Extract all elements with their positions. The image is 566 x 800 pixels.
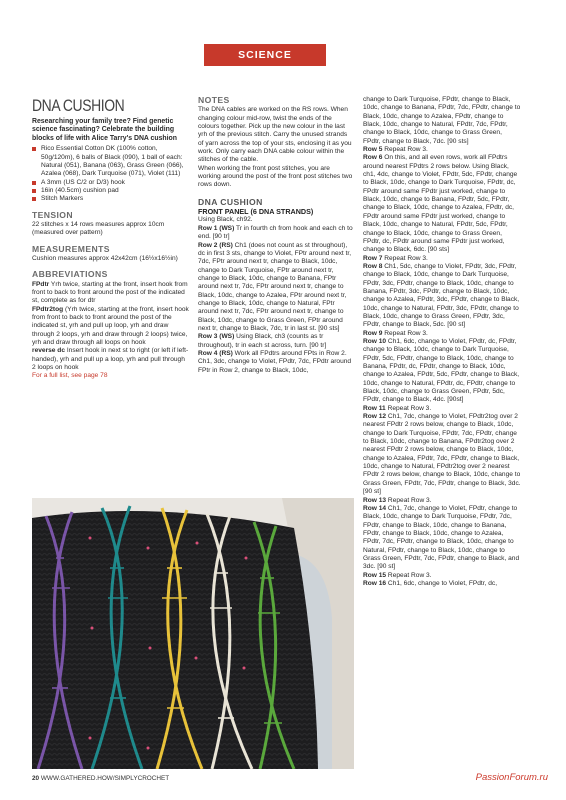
row-text: Repeat Row 3. — [386, 571, 432, 579]
abbreviations-heading: ABBREVIATIONS — [32, 269, 108, 280]
row-label: Row 9 — [363, 329, 383, 337]
pattern-row — [363, 263, 521, 330]
measurements-text: Cushion measures approx 42x42cm (16½x16½in) — [32, 255, 178, 262]
pattern-row — [198, 242, 354, 334]
row-label: Row 8 — [363, 262, 383, 270]
pattern-row — [198, 333, 354, 350]
pattern-row — [363, 505, 521, 572]
row-label: Row 10 — [363, 337, 387, 345]
row-label: Row 2 (RS) — [198, 241, 233, 249]
row-label: Row 4 (RS) — [198, 349, 233, 357]
pattern-title: DNA CUSHION — [32, 96, 125, 115]
pattern-row — [363, 405, 521, 413]
left-column — [32, 96, 189, 381]
front-panel-heading: FRONT PANEL (6 DNA STRANDS) — [198, 207, 314, 217]
row-text: Repeat Row 3. — [382, 254, 428, 262]
row-text: Repeat Row 3. — [382, 329, 428, 337]
intro-text: Researching your family tree? Find genetic science fascinating? Celebrate the building blocks of life with Alice Tarry's DNA cushion — [32, 118, 177, 142]
notes-paragraph: The DNA cables are worked on the RS rows. When changing colour mid-row, twist the ends of the colours together. Pick up the new colour in the last yrh of the previous stitch. Carry the unused strands of yarn across the top of your sts, enclosing it as you work. Only carry each DNA cable colour within the stitches of the cable. — [198, 106, 352, 164]
row-label: Row 16 — [363, 579, 387, 587]
notes-paragraph: When working the front post stitches, you are working around the post of the front post stitches two rows down. — [198, 164, 353, 189]
cushion-illustration — [32, 498, 354, 769]
row-label: Row 11 — [363, 404, 386, 412]
row-label: Row 6 — [363, 154, 383, 162]
row-text: Work all FPdtrs around FPts in Row 2. Ch1, 3dc, change to Violet, FPdtr, 7dc, FPdtr around FPtr in Row 2, change to Black, 10dc, — [198, 349, 352, 374]
row-text: Ch1, 5dc, change to Violet, FPdtr, 3dc, FPdtr, change to Black, 10dc, change to Dark Turquoise, FPdtr, 3dc, FPdtr, change to Black, 10dc, change to Banana, FPdtr, 3dc, FPdtr, change to Black, 10dc, change to Azalea, FPdtr, 3dc, FPdtr, change to Black, 10dc, change to Natural, FPdtr, 3dc, FPdtr, change to Black, 10dc, change to Grass Green, FPdtr, 3dc, FPdtr, change to Black, 5dc. [90 st] — [363, 262, 520, 329]
row-text: Repeat Row 3. — [385, 404, 432, 412]
abbreviation-text: Yrh twice, starting at the front, insert hook from front to back to front around the post of the indicated st, complete as for dtr — [32, 280, 188, 305]
tension-text: 22 stitches x 14 rows measures approx 10cm (measured over pattern) — [32, 220, 165, 237]
list-item: Rico Essential Cotton DK (100% cotton, 50g/120m), 6 balls of Black (090), 1 ball of each: Natural (051), Banana (063), Grass Green (066), Azalea (068), Dark Turquoise (071), Violet (111) — [32, 145, 189, 178]
dna-cushion-heading: DNA CUSHION — [198, 196, 263, 207]
row-text: Ch1, 6dc, change to Violet, FPdtr, dc, FPdtr, change to Black, 10dc, change to Dark Turquoise, FPdtr, 5dc, FPdtr, change to Black, 10dc, change to Banana, FPdtr, dc, FPdtr, change to Black, 10dc, change to Azalea, FPdtr, 5dc, FPdtr, change to Black, 10dc, change to Natural, FPdtr, dc, FPdtr, change to Black, 10dc, change to Grass Green, FPdtr, 5dc, FPdtr, change to Black, 4dc. [90st] — [363, 337, 520, 404]
row-label: Row 12 — [363, 413, 387, 421]
abbreviation-entry — [32, 281, 189, 306]
row-text: Ch1, 6dc, change to Violet, FPdtr, dc, — [386, 579, 498, 587]
list-item: A 3mm (US C/2 or D/3) hook — [32, 179, 189, 187]
row-text: On this, and all even rows, work all FPdtrs around nearest FPdtrs 2 rows below. Using Black, ch1, 4dc, change to Violet, FPdtr, 5dc, FPdtr, change to Black, 10dc, change to Dark Turquoise, FPdtr, dc, FPdtr around same FPdtr just worked, change to Black, 10dc, change to Banana, FPdtr, 5dc, FPdtr, change to Black, 10dc, change to Azalea, FPdtr, dc, FPdtr around same FPdtr just worked, change to Black, 10dc, change to Natural, FPdtr, 5dc, FPdtr, change to Black, 10dc, change to Grass Green, FPdtr, dc, FPdtr around same FPdtr just worked, change to Black, 6dc. [90 sts] — [363, 154, 518, 254]
page-number: 20 — [32, 775, 40, 782]
materials-list — [32, 145, 189, 203]
row-label: Row 13 — [363, 496, 387, 504]
row-text: Ch1 (does not count as st throughout), dc in first 3 sts, change to Violet, FPtr around next tr, 7dc, FPtr around next tr, change to Black, 10dc, change to Dark Turquoise, FPtr around next tr, change to Black, 10dc, change to Banana, FPtr around next tr, 7dc, FPtr around next tr, change to Black, 10dc, change to Azalea, FPtr around next tr, change to Black, 10dc, change to Natural, FPtr around next tr, 7dc, FPtr around next tr, change to Black, 10dc, change to Grass Green, FPtr around next tr, change to Black, 7dc, tr in last st. [90 sts] — [198, 241, 352, 332]
tension-heading: TENSION — [32, 209, 73, 220]
middle-column — [198, 96, 354, 375]
abbreviation-term: FPdtr2tog — [32, 305, 64, 313]
abbreviation-text: Insert hook in next st to right (or left if left-handed), yrh and pull up a loop, yrh and pull through 2 loops on hook — [32, 347, 189, 372]
abbreviation-term: FPdtr — [32, 280, 50, 288]
right-column — [363, 96, 521, 588]
using-text: Using Black, ch92. — [198, 216, 253, 224]
row-text: Using Black, ch3 (counts as tr throughout), tr in each st across, turn. [90 tr] — [198, 333, 327, 349]
pattern-row — [363, 497, 521, 505]
row-text: Ch1, 7dc, change to Violet, FPdtr2tog over 2 nearest FPdtr 2 rows below, change to Black, 10dc, change to Dark Turquoise, FPdtr, 7dc, FPdtr, change to Black, 10dc, change to Banana, FPdtr2tog over 2 nearest FPdtr 2 rows below, change to Black, 10dc, change to Azalea, FPdtr, 7dc, FPdtr, change to Black, 10dc, change to Natural, FPdtr2tog over 2 nearest FPdtr 2 rows below, change to Black, 10dc, change to Grass Green, FPdtr, 7dc, FPdtr, change to Black, 3dc. [90 st] — [363, 413, 521, 496]
pattern-row — [363, 330, 521, 338]
row-text: Tr in fourth ch from hook and each ch to end. [90 tr] — [198, 224, 353, 241]
watermark: PassionForum.ru — [475, 772, 548, 783]
row-label: Row 1 (WS) — [198, 224, 235, 232]
pattern-row — [363, 580, 521, 588]
pattern-row — [363, 338, 521, 405]
section-banner: SCIENCE COLLECTION — [204, 44, 326, 66]
row-label: Row 14 — [363, 504, 387, 512]
abbreviation-entry — [32, 347, 189, 372]
footer-url[interactable]: WWW.GATHERED.HOW/SIMPLYCROCHET — [40, 775, 170, 782]
abbreviation-text: (Yrh twice, starting at the front, insert hook from front to back to front around the post of the indicated st, yrh and pull up loop, yrh and draw through 2 loops, yrh and draw through 2 loops) twice, yrh and draw through all loops on hook — [32, 305, 189, 347]
pattern-row — [363, 146, 521, 154]
full-list-link[interactable]: For a full list, see page 78 — [32, 372, 108, 380]
abbreviation-term: reverse dc — [32, 347, 65, 355]
list-item: 16in (40.5cm) cushion pad — [32, 187, 189, 195]
pattern-row — [363, 413, 521, 496]
pattern-row — [363, 154, 521, 254]
pattern-row — [363, 96, 521, 146]
cushion-photo — [32, 498, 354, 769]
pattern-row — [363, 255, 521, 263]
pattern-row — [198, 225, 354, 242]
pattern-row — [198, 350, 354, 375]
row-label: Row 5 — [363, 146, 383, 154]
row-label: Row 3 (WS) — [198, 333, 235, 341]
measurements-heading: MEASUREMENTS — [32, 243, 110, 254]
list-item: Stitch Markers — [32, 195, 189, 203]
row-label: Row 7 — [363, 254, 383, 262]
row-text: change to Dark Turquoise, FPdtr, change to Black, 10dc, change to Banana, FPdtr, 7dc, FPdtr, change to Black, 10dc, change to Azalea, FPdtr, change to Black, 10dc, change to Natural, FPdtr, 7dc, FPdtr, change to Black, 10dc, change to Grass Green, FPdtr, change to Black, 7dc. [90 sts] — [363, 96, 521, 145]
page-footer — [32, 775, 169, 782]
pattern-row — [363, 572, 521, 580]
row-text: Repeat Row 3. — [386, 496, 432, 504]
notes-heading: NOTES — [198, 95, 230, 105]
abbreviation-entry — [32, 306, 189, 348]
row-text: Repeat Row 3. — [382, 146, 428, 154]
row-label: Row 15 — [363, 571, 387, 579]
row-text: Ch1, 7dc, change to Violet, FPdtr, change to Black, 10dc, change to Dark Turquoise, FPdtr, 7dc, FPdtr, change to Black, 10dc, change to Banana, FPdtr, change to Black, 10dc, change to Azalea, FPdtr, 7dc, FPdtr, change to Black, 10dc, change to Natural, FPdtr, change to Black, 10dc, change to Grass Green, FPdtr, 7dc, FPdtr, change to Black, and 3dc. [90 st] — [363, 504, 520, 571]
